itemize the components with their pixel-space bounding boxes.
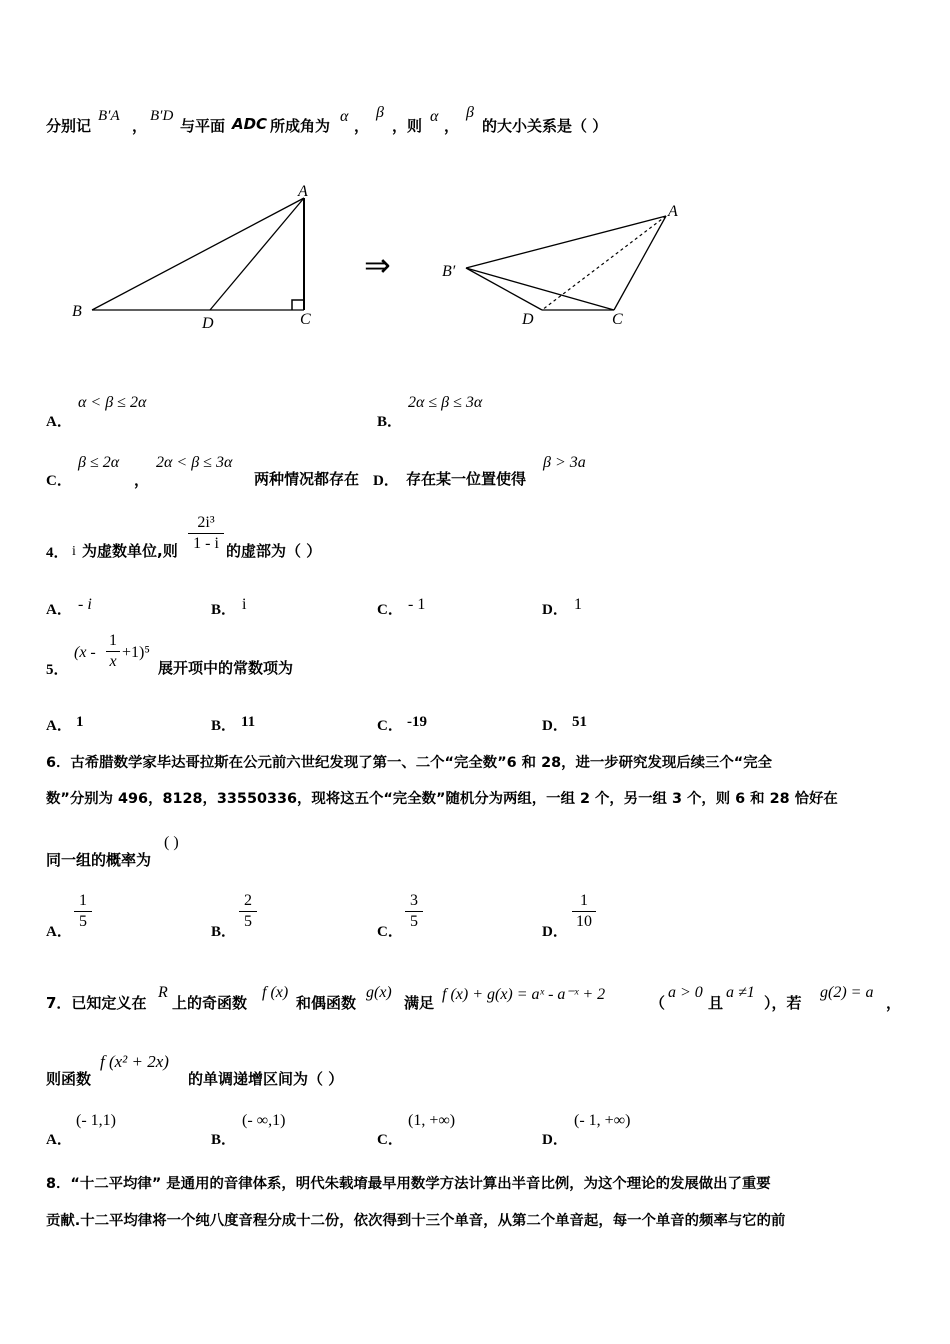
q4-number: 4．	[46, 545, 69, 561]
q7-cond-1: a > 0	[668, 984, 703, 1001]
q3-beta-2: β	[466, 104, 474, 121]
q6-option-c-fraction	[405, 892, 423, 931]
q7-text-2: 上的奇函数	[172, 994, 248, 1012]
q4-option-d-value: 1	[574, 596, 582, 613]
q3-alpha: α	[340, 108, 349, 125]
q7-option-b-label[interactable]: B．	[211, 1132, 237, 1148]
fold-arrow: ⇒	[364, 247, 391, 283]
q7-text-5: （	[650, 994, 666, 1012]
q3-alpha-2: α	[430, 108, 439, 125]
q5-expr-right: +1)⁵	[122, 644, 150, 661]
q5-option-d-label[interactable]: D．	[542, 718, 568, 734]
q5-fraction	[106, 632, 120, 671]
q4-option-d-label[interactable]: D．	[542, 602, 568, 618]
label-left-d: D	[202, 315, 214, 332]
q7-line-2b: 的单调递增区间为（ ）	[188, 1070, 344, 1088]
q5-option-d-value: 51	[572, 714, 587, 730]
q4-text-2: 的虚部为（ ）	[226, 542, 322, 560]
right-line-ba	[466, 216, 666, 268]
q3-text-1: 分别记	[46, 117, 92, 135]
q3-option-d-label[interactable]: D．	[373, 473, 399, 489]
right-line-ad-dashed	[542, 216, 666, 310]
q7-text-4: 满足	[404, 994, 435, 1012]
q6-answer-paren: ( )	[164, 834, 179, 851]
q3-text-5: 的大小关系是（ ）	[482, 117, 608, 135]
label-left-b: B	[72, 303, 82, 320]
label-right-c: C	[612, 311, 623, 328]
q6-line-1: 6．古希腊数学家毕达哥拉斯在公元前六世纪发现了第一、二个“完全数”6 和 28，进一步研究发现后续三个“完全	[46, 755, 773, 771]
q3-option-a-math: α < β ≤ 2α	[78, 394, 147, 411]
q5-text: 展开项中的常数项为	[158, 659, 294, 677]
q6-option-b-fraction	[239, 892, 257, 931]
label-right-d: D	[522, 311, 534, 328]
q3-option-c-label[interactable]: C．	[46, 473, 72, 489]
label-left-c: C	[300, 311, 311, 328]
right-line-bc	[466, 268, 614, 310]
q3-text-3: 所成角为	[270, 117, 331, 135]
q4-option-b-value: i	[242, 596, 247, 613]
q7-text-8: ，	[886, 994, 902, 1012]
q7-g2: g(2) = a	[820, 984, 874, 1001]
q6-option-b-den: 5	[244, 913, 252, 930]
q4-fraction	[188, 514, 224, 553]
q3-comma-1: ，	[132, 117, 148, 135]
q3-comma-2: ，	[354, 117, 370, 135]
q3-option-c-text: 两种情况都存在	[254, 470, 360, 488]
q7-line-1	[46, 984, 906, 1018]
q5-option-a-label[interactable]: A．	[46, 718, 72, 734]
q7-gx: g(x)	[366, 984, 392, 1001]
q6-option-c-label[interactable]: C．	[377, 924, 403, 940]
q7-text-1: 7．已知定义在	[46, 994, 147, 1012]
left-line-da	[210, 198, 304, 310]
q3-seg-ba: B′A	[98, 108, 120, 124]
q3-beta: β	[376, 104, 384, 121]
q5-option-c-value: -19	[407, 714, 427, 730]
q5-fraction-denominator: x	[109, 653, 117, 670]
q4-fraction-numerator: 2i³	[197, 514, 215, 531]
q7-text-3: 和偶函数	[296, 994, 357, 1012]
q6-option-b-label[interactable]: B．	[211, 924, 237, 940]
q7-option-d-label[interactable]: D．	[542, 1132, 568, 1148]
q3-option-b-math: 2α ≤ β ≤ 3α	[408, 394, 483, 411]
q7-cond-2: a ≠1	[726, 984, 755, 1001]
q4-option-b-label[interactable]: B．	[211, 602, 237, 618]
q5-option-a-value: 1	[76, 714, 84, 730]
right-angle-mark	[292, 300, 304, 310]
q3-option-d-text: 存在某一位置使得	[406, 470, 527, 488]
q6-line-3: 同一组的概率为	[46, 851, 152, 869]
q6-option-d-den: 10	[576, 913, 592, 930]
q7-text-6: 且	[708, 994, 724, 1012]
q7-option-d-value: (- 1, +∞)	[574, 1112, 631, 1129]
q7-equation: f (x) + g(x) = aˣ - a⁻ˣ + 2	[442, 986, 606, 1003]
label-right-b: B′	[442, 263, 456, 280]
q3-comma-3: ，	[444, 117, 460, 135]
q7-composite-function: f (x² + 2x)	[100, 1052, 169, 1071]
q8-line-1: 8．“十二平均律” 是通用的音律体系，明代朱载堉最早用数学方法计算出半音比例，为这个理论的发展做出了重要	[46, 1176, 771, 1192]
q3-option-b-label[interactable]: B．	[377, 414, 403, 430]
q5-option-c-label[interactable]: C．	[377, 718, 403, 734]
q7-r: R	[158, 984, 168, 1001]
q6-option-a-label[interactable]: A．	[46, 924, 72, 940]
q5-options	[46, 714, 646, 738]
label-right-a: A	[668, 203, 678, 220]
q6-option-c-num: 3	[410, 892, 418, 909]
q7-line-2a: 则函数	[46, 1070, 92, 1088]
q7-text-7: ），若	[764, 994, 802, 1012]
q6-line-2: 数”分别为 496，8128，33550336，现将这五个“完全数”随机分为两组，一组 2 个，另一组 3 个，则 6 和 28 恰好在	[46, 791, 838, 807]
q8-line-2: 贡献.十二平均律将一个纯八度音程分成十二份，依次得到十三个单音，从第二个单音起，每一个单音的频率与它的前	[46, 1213, 786, 1229]
left-line-ba	[92, 198, 304, 310]
q5-option-b-label[interactable]: B．	[211, 718, 237, 734]
q4-options	[46, 596, 646, 620]
q4-option-c-label[interactable]: C．	[377, 602, 403, 618]
q6-option-a-den: 5	[79, 913, 87, 930]
q6-options	[46, 892, 646, 944]
q4-text-1: 为虚数单位,则	[82, 542, 178, 560]
folding-figure	[60, 180, 710, 340]
q5-fraction-numerator: 1	[109, 632, 117, 649]
q7-fx: f (x)	[262, 984, 289, 1001]
right-line-ac	[614, 216, 666, 310]
q3-option-a-label[interactable]: A．	[46, 414, 72, 430]
q3-text-2: 与平面	[180, 117, 226, 135]
q7-option-a-label[interactable]: A．	[46, 1132, 72, 1148]
q3-seg-bd: B′D	[150, 108, 174, 124]
q3-option-d-math: β > 3a	[543, 454, 586, 471]
q7-option-a-value: (- 1,1)	[76, 1112, 116, 1129]
q6-option-c-den: 5	[410, 913, 418, 930]
q3-option-c-comma: ，	[134, 471, 150, 489]
q3-plane: ADC	[232, 115, 268, 133]
q4-i: i	[72, 544, 76, 559]
q4-option-c-value: - 1	[408, 596, 426, 613]
q4-fraction-denominator: 1 - i	[193, 535, 219, 552]
q3-option-c-math1: β ≤ 2α	[78, 454, 120, 471]
q4-option-a-value: - i	[78, 596, 92, 613]
q7-options	[46, 1112, 666, 1146]
q6-option-a-num: 1	[79, 892, 87, 909]
q5-option-b-value: 11	[241, 714, 256, 730]
q6-option-d-label[interactable]: D．	[542, 924, 568, 940]
q7-option-c-value: (1, +∞)	[408, 1112, 456, 1129]
q6-option-d-fraction	[572, 892, 596, 931]
q5-number: 5．	[46, 662, 69, 678]
q6-option-b-num: 2	[244, 892, 252, 909]
q7-option-c-label[interactable]: C．	[377, 1132, 403, 1148]
q4-option-a-label[interactable]: A．	[46, 602, 72, 618]
q3-text-4: ，则	[392, 117, 423, 135]
label-left-a: A	[298, 183, 308, 200]
q6-option-a-fraction	[74, 892, 92, 931]
q5-expr-left: (x -	[74, 644, 96, 661]
q3-option-c-math2: 2α < β ≤ 3α	[156, 454, 233, 471]
q7-option-b-value: (- ∞,1)	[242, 1112, 286, 1129]
q6-option-d-num: 1	[580, 892, 588, 909]
right-line-bd	[466, 268, 542, 310]
